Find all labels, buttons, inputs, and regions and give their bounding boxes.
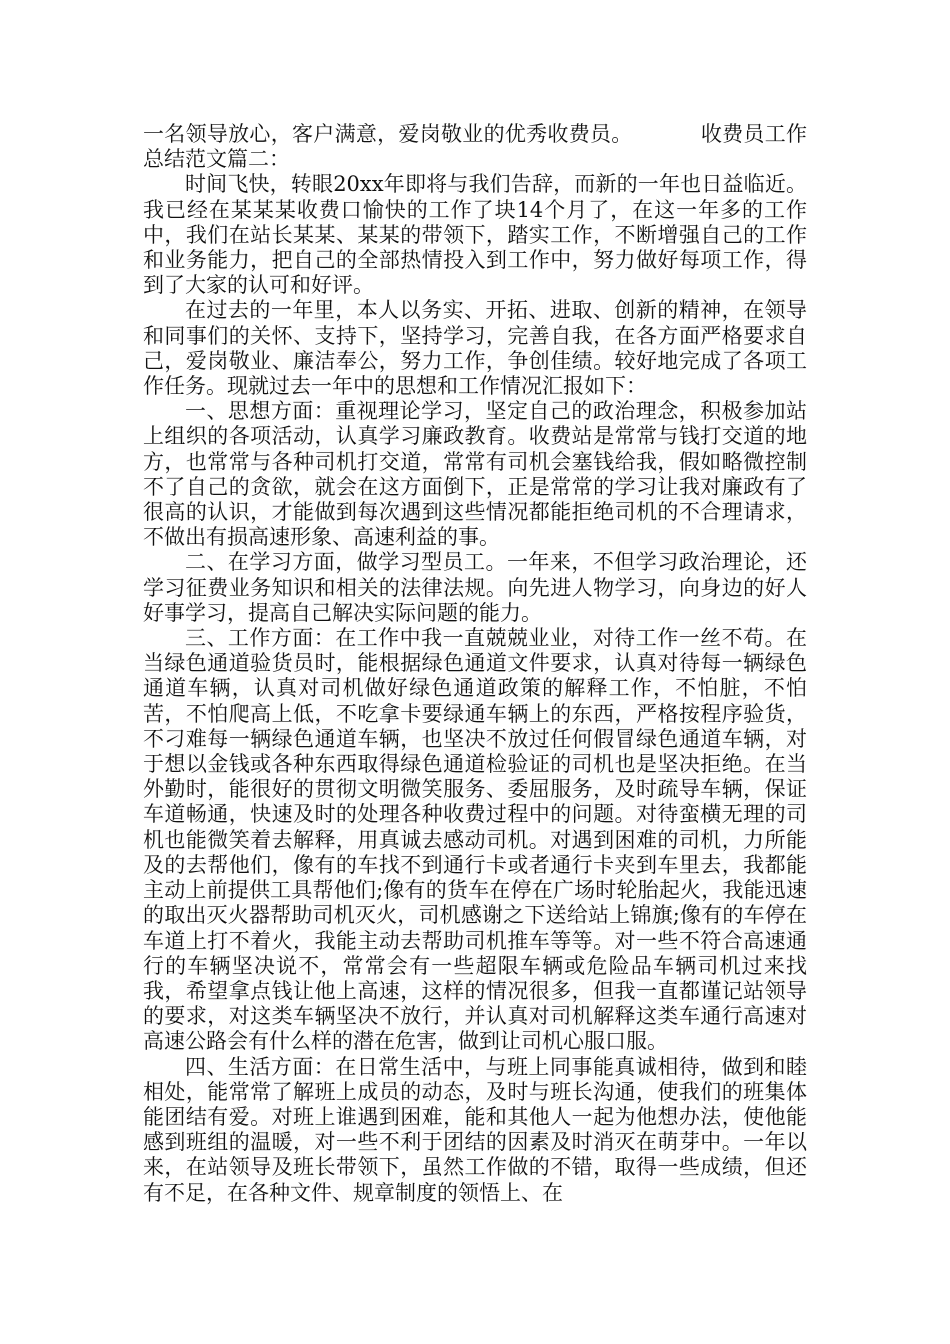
opening-paragraph bbox=[143, 122, 807, 172]
opening-line: 一名领导放心，客户满意，爱岗敬业的优秀收费员。 bbox=[143, 122, 633, 146]
document-body bbox=[143, 122, 807, 1206]
paragraph-study: 二、在学习方面，做学习型员工。一年来，不但学习政治理论，还学习征费业务知识和相关的法律法规。向先进人物学习，向身边的好人好事学习，提高自己解决实际问题的能力。 bbox=[143, 550, 807, 625]
paragraph-thought: 一、思想方面：重视理论学习，坚定自己的政治理念，积极参加站上组织的各项活动，认真学习廉政教育。收费站是常常与钱打交道的地方，也常常与各种司机打交道，常常有司机会塞钱给我，假如略微控制不了自己的贪欲，就会在这方面倒下，正是常常的学习让我对廉政有了很高的认识，才能做到每次遇到这些情况都能拒绝司机的不合理请求，不做出有损高速形象、高速利益的事。 bbox=[143, 399, 807, 550]
section-title: 收费员工作总结范文篇二： bbox=[143, 122, 808, 172]
paragraph-intro: 时间飞快，转眼20xx年即将与我们告辞，而新的一年也日益临近。我已经在某某某收费口愉快的工作了块14个月了，在这一年多的工作中，我们在站长某某、某某的带领下，踏实工作，不断增强自己的工作和业务能力，把自己的全部热情投入到工作中，努力做好每项工作，得到了大家的认可和好评。 bbox=[143, 172, 807, 298]
paragraph-life: 四、生活方面：在日常生活中，与班上同事能真诚相待，做到和睦相处，能常常了解班上成员的动态，及时与班长沟通，使我们的班集体能团结有爱。对班上谁遇到困难，能和其他人一起为他想办法，使他能感到班组的温暖，对一些不利于团结的因素及时消灭在萌芽中。一年以来，在站领导及班长带领下，虽然工作做的不错，取得一些成绩，但还有不足，在各种文件、规章制度的领悟上、在 bbox=[143, 1054, 807, 1205]
paragraph-work: 三、工作方面：在工作中我一直兢兢业业，对待工作一丝不苟。在当绿色通道验货员时，能根据绿色通道文件要求，认真对待每一辆绿色通道车辆，认真对司机做好绿色通道政策的解释工作，不怕脏，不怕苦，不怕爬高上低，不吃拿卡要绿通车辆上的东西，严格按程序验货，不刁难每一辆绿色通道车辆，也坚决不放过任何假冒绿色通道车辆，对于想以金钱或各种东西取得绿色通道检验证的司机也是坚决拒绝。在当外勤时，能很好的贯彻文明微笑服务、委屈服务，及时疏导车辆，保证车道畅通，快速及时的处理各种收费过程中的问题。对待蛮横无理的司机也能微笑着去解释，用真诚去感动司机。对遇到困难的司机，力所能及的去帮他们，像有的车找不到通行卡或者通行卡夹到车里去，我都能主动上前提供工具帮他们;像有的货车在停在广场时轮胎起火，我能迅速的取出灭火器帮助司机灭火，司机感谢之下送给站上锦旗;像有的车停在车道上打不着火，我能主动去帮助司机推车等等。对一些不符合高速通行的车辆坚决说不，常常会有一些超限车辆或危险品车辆司机过来找我，希望拿点钱让他上高速，这样的情况很多，但我一直都谨记站领导的要求，对这类车辆坚决不放行，并认真对司机解释这类车通行高速对高速公路会有什么样的潜在危害，做到让司机心服口服。 bbox=[143, 626, 807, 1054]
paragraph-overview: 在过去的一年里，本人以务实、开拓、进取、创新的精神，在领导和同事们的关怀、支持下，坚持学习，完善自我，在各方面严格要求自己，爱岗敬业、廉洁奉公，努力工作，争创佳绩。较好地完成了各项工作任务。现就过去一年中的思想和工作情况汇报如下： bbox=[143, 298, 807, 399]
